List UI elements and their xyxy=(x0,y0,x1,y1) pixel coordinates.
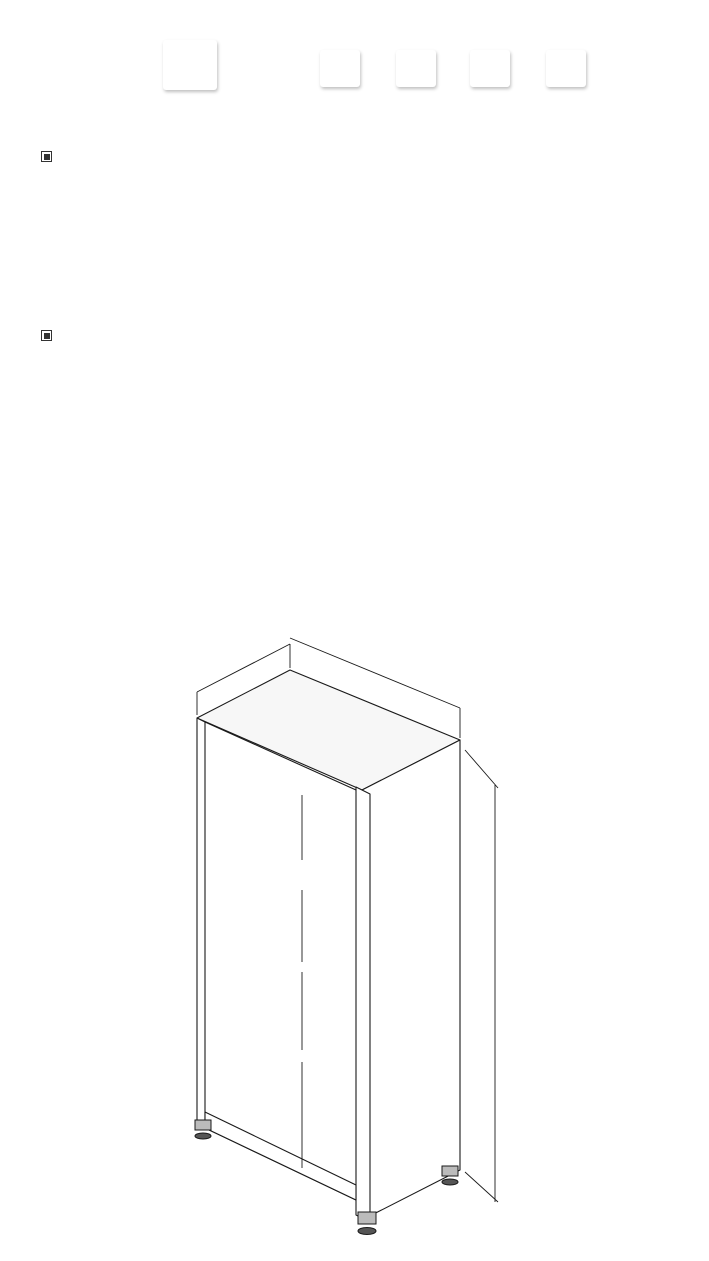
lightgray-half xyxy=(490,50,510,87)
blue-lightgray-swatch xyxy=(470,50,510,87)
features-title xyxy=(41,329,53,345)
right-front-post xyxy=(356,787,370,1222)
red-swatch xyxy=(546,50,586,87)
cabinet-technical-drawing xyxy=(0,600,709,1261)
spec-title xyxy=(41,150,57,166)
blue-half xyxy=(470,50,490,87)
right-side-panel xyxy=(362,740,460,1220)
green-swatch xyxy=(163,40,217,90)
square-bullet-icon xyxy=(41,330,52,341)
ivory-swatch xyxy=(396,50,436,87)
left-front-post xyxy=(197,718,205,1128)
bottom-base xyxy=(205,1112,356,1200)
square-bullet-icon xyxy=(41,151,52,162)
blue-swatch xyxy=(320,50,360,87)
